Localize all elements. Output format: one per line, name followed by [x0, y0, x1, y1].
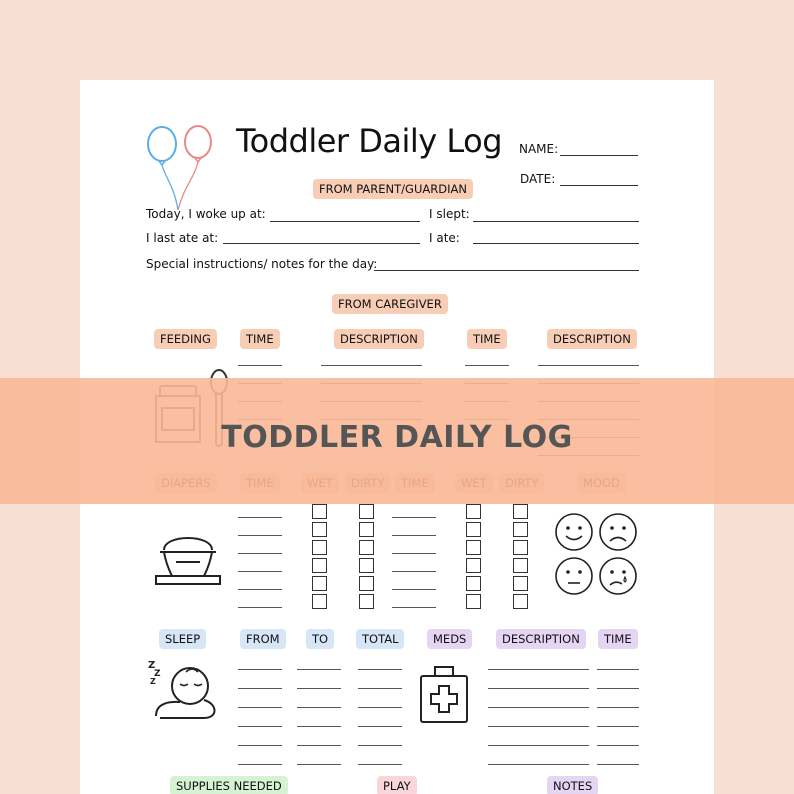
meds-time-line	[597, 764, 639, 765]
feeding-badge: FEEDING	[154, 329, 217, 349]
diaper-time-line	[238, 607, 282, 608]
sleep-line	[297, 707, 341, 708]
meds-description-badge: DESCRIPTION	[496, 629, 586, 649]
feeding-description-badge: DESCRIPTION	[334, 329, 424, 349]
happy-face-icon[interactable]	[554, 512, 594, 552]
ate-field[interactable]	[473, 243, 639, 244]
wet-checkbox[interactable]	[312, 558, 327, 573]
svg-text:Z: Z	[150, 677, 156, 686]
sleep-from-badge: FROM	[240, 629, 286, 649]
notes-badge: NOTES	[547, 776, 598, 794]
last-ate-label: I last ate at:	[146, 231, 219, 245]
sleep-line	[297, 745, 341, 746]
meds-line	[488, 764, 589, 765]
feeding-time-badge: TIME	[240, 329, 280, 349]
diaper-time-line	[238, 589, 282, 590]
dirty-checkbox-2[interactable]	[513, 504, 528, 519]
diaper-time-line	[392, 607, 436, 608]
wet-checkbox-2[interactable]	[466, 576, 481, 591]
feeding-line[interactable]	[465, 365, 509, 366]
slept-label: I slept:	[429, 207, 470, 221]
sleep-line	[297, 726, 341, 727]
meds-line	[488, 745, 589, 746]
wet-checkbox[interactable]	[312, 576, 327, 591]
sleep-line	[358, 745, 402, 746]
svg-text:Z: Z	[154, 669, 161, 679]
balloons-icon	[144, 124, 220, 212]
wet-checkbox-2[interactable]	[466, 522, 481, 537]
sleep-line	[358, 726, 402, 727]
meds-time-line	[597, 745, 639, 746]
diaper-time-line	[392, 535, 436, 536]
sleep-badge: SLEEP	[159, 629, 206, 649]
potty-icon	[150, 520, 226, 596]
feeding-line[interactable]	[238, 365, 282, 366]
date-field[interactable]	[560, 185, 638, 186]
woke-label: Today, I woke up at:	[146, 207, 266, 221]
meds-badge: MEDS	[427, 629, 472, 649]
diaper-time-line	[392, 553, 436, 554]
wet-checkbox[interactable]	[312, 522, 327, 537]
parent-section-badge: FROM PARENT/GUARDIAN	[313, 179, 473, 199]
name-field[interactable]	[560, 155, 638, 156]
wet-checkbox[interactable]	[312, 504, 327, 519]
sleep-line	[238, 669, 282, 670]
sleep-line	[238, 764, 282, 765]
dirty-checkbox[interactable]	[359, 522, 374, 537]
sleep-line	[297, 688, 341, 689]
dirty-checkbox-2[interactable]	[513, 558, 528, 573]
diaper-time-line	[392, 589, 436, 590]
meds-line	[488, 688, 589, 689]
dirty-checkbox[interactable]	[359, 576, 374, 591]
supplies-badge: SUPPLIES NEEDED	[170, 776, 288, 794]
caregiver-section-badge: FROM CAREGIVER	[332, 294, 448, 314]
dirty-checkbox-2[interactable]	[513, 540, 528, 555]
first-aid-kit-icon	[418, 664, 470, 726]
sleep-line	[238, 688, 282, 689]
meds-line	[488, 669, 589, 670]
wet-checkbox-2[interactable]	[466, 504, 481, 519]
meds-line	[488, 707, 589, 708]
feeding-line[interactable]	[538, 365, 639, 366]
sleep-line	[297, 764, 341, 765]
name-label: NAME:	[519, 142, 559, 156]
dirty-checkbox[interactable]	[359, 504, 374, 519]
feeding-time-badge-2: TIME	[467, 329, 507, 349]
last-ate-field[interactable]	[223, 243, 420, 244]
dirty-checkbox-2[interactable]	[513, 594, 528, 609]
diaper-time-line	[238, 571, 282, 572]
sleep-line	[358, 764, 402, 765]
meds-time-line	[597, 688, 639, 689]
dirty-checkbox[interactable]	[359, 594, 374, 609]
sleep-line	[358, 707, 402, 708]
special-field[interactable]	[374, 270, 639, 271]
sleep-line	[238, 745, 282, 746]
diaper-time-line	[238, 517, 282, 518]
slept-field[interactable]	[473, 221, 639, 222]
sleeping-baby-icon	[146, 656, 226, 726]
svg-text:Z: Z	[148, 660, 156, 671]
feeding-line[interactable]	[321, 365, 422, 366]
sleep-line	[358, 669, 402, 670]
meds-time-line	[597, 669, 639, 670]
diaper-time-line	[238, 535, 282, 536]
sleep-to-badge: TO	[306, 629, 334, 649]
date-label: DATE:	[520, 172, 556, 186]
wet-checkbox[interactable]	[312, 594, 327, 609]
dirty-checkbox[interactable]	[359, 540, 374, 555]
wet-checkbox-2[interactable]	[466, 594, 481, 609]
page-title: Toddler Daily Log	[236, 122, 503, 160]
dirty-checkbox-2[interactable]	[513, 576, 528, 591]
sleep-total-badge: TOTAL	[356, 629, 404, 649]
meds-time-line	[597, 707, 639, 708]
sleep-line	[297, 669, 341, 670]
wet-checkbox-2[interactable]	[466, 558, 481, 573]
sleep-line	[238, 726, 282, 727]
sad-face-icon[interactable]	[598, 512, 638, 552]
dirty-checkbox[interactable]	[359, 558, 374, 573]
diaper-time-line	[238, 553, 282, 554]
wet-checkbox-2[interactable]	[466, 540, 481, 555]
meds-line	[488, 726, 589, 727]
special-label: Special instructions/ notes for the day:	[146, 257, 378, 271]
play-badge: PLAY	[377, 776, 417, 794]
sleep-line	[238, 707, 282, 708]
diaper-time-line	[392, 517, 436, 518]
feeding-description-badge-2: DESCRIPTION	[547, 329, 637, 349]
woke-field[interactable]	[270, 221, 420, 222]
ate-label: I ate:	[429, 231, 460, 245]
diaper-time-line	[392, 571, 436, 572]
crying-face-icon[interactable]	[598, 556, 638, 596]
meds-time-badge: TIME	[598, 629, 638, 649]
neutral-face-icon[interactable]	[554, 556, 594, 596]
wet-checkbox[interactable]	[312, 540, 327, 555]
dirty-checkbox-2[interactable]	[513, 522, 528, 537]
meds-time-line	[597, 726, 639, 727]
sleep-line	[358, 688, 402, 689]
banner-title: TODDLER DAILY LOG	[221, 420, 573, 455]
